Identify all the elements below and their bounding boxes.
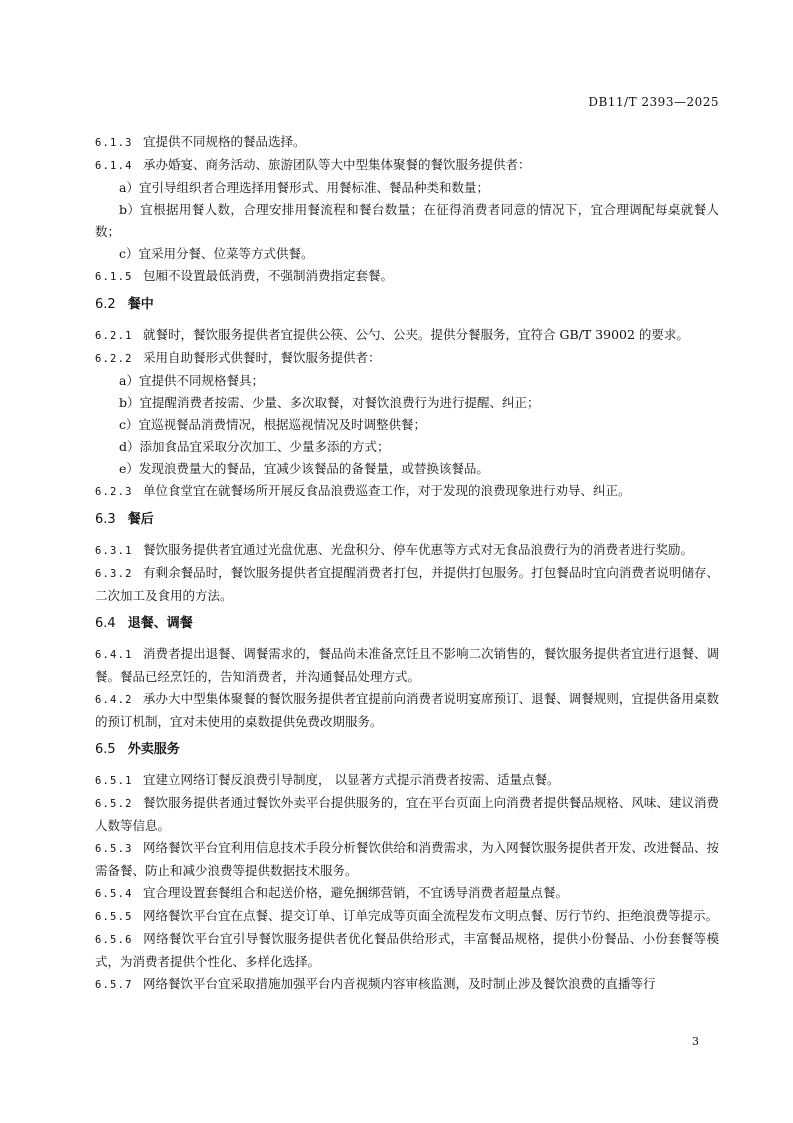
clause — [95, 265, 719, 288]
clause-number: 6.5.5 — [95, 911, 133, 923]
clause-number: 6.4.2 — [95, 694, 133, 706]
list-item-mark: b） — [119, 395, 140, 410]
list-item-mark: a） — [119, 373, 139, 388]
clause-number: 6.3.2 — [95, 568, 133, 580]
clause-number: 6.1.3 — [95, 137, 133, 149]
list-item — [95, 199, 719, 243]
clause-text: 承办大中型集体聚餐的餐饮服务提供者宜提前向消费者说明宴席预订、退餐、调餐规则，宜提供备用桌数的预订机制，宜对未使用的桌数提供免费改期服务。 — [95, 691, 719, 729]
clause — [95, 928, 719, 973]
clause-text: 网络餐饮平台宜采取措施加强平台内音视频内容审核监测，及时制止涉及餐饮浪费的直播等行 — [143, 976, 656, 991]
clause-number: 6.5.7 — [95, 979, 133, 991]
clause-number: 6.2.1 — [95, 330, 133, 342]
list-item — [95, 414, 719, 436]
clause — [95, 154, 719, 177]
clause-text: 网络餐饮平台宜在点餐、提交订单、订单完成等页面全流程发布文明点餐、厉行节约、拒绝浪费等提示。 — [143, 908, 719, 923]
list-item-mark: c） — [119, 417, 139, 432]
section-number: 6.5 — [95, 742, 116, 757]
clause — [95, 837, 719, 882]
section-heading — [95, 294, 719, 316]
clause-text: 包厢不设置最低消费，不强制消费指定套餐。 — [143, 268, 394, 283]
page-number: 3 — [692, 1035, 699, 1048]
section-title: 餐后 — [127, 512, 154, 527]
list-item-text: 发现浪费量大的餐品，宜减少该餐品的备餐量，或替换该餐品。 — [138, 461, 489, 476]
section-title: 退餐、调餐 — [127, 616, 193, 631]
list-item-text: 宜巡视餐品消费情况，根据巡视情况及时调整供餐； — [138, 417, 427, 432]
list-item — [95, 392, 719, 414]
section-number: 6.2 — [95, 297, 116, 312]
list-item-text: 宜引导组织者合理选择用餐形式、用餐标准、餐品种类和数量； — [138, 180, 489, 195]
clause-number: 6.3.1 — [95, 545, 133, 557]
clause — [95, 688, 719, 733]
clause-text: 宜建立网络订餐反浪费引导制度， 以显著方式提示消费者按需、适量点餐。 — [143, 772, 560, 787]
list-item — [95, 177, 719, 199]
clause-text: 宜合理设置套餐组合和起送价格，避免捆绑营销，不宜诱导消费者超量点餐。 — [143, 885, 569, 900]
clause-number: 6.5.1 — [95, 775, 133, 787]
list-item — [95, 370, 719, 392]
clause-number: 6.4.1 — [95, 649, 133, 661]
section-title: 餐中 — [127, 297, 154, 312]
section-number: 6.4 — [95, 616, 116, 631]
list-item — [95, 243, 719, 265]
clause-text: 餐饮服务提供者通过餐饮外卖平台提供服务的，宜在平台页面上向消费者提供餐品规格、风味、建议消费人数等信息。 — [95, 795, 719, 833]
clause-text: 网络餐饮平台宜引导餐饮服务提供者优化餐品供给形式，丰富餐品规格，提供小份餐品、小份套餐等模式，为消费者提供个性化、多样化选择。 — [95, 931, 719, 969]
clause-text: 网络餐饮平台宜利用信息技术手段分析餐饮供给和消费需求，为入网餐饮服务提供者开发、改进餐品、按需备餐、防止和减少浪费等提供数据技术服务。 — [95, 840, 719, 878]
clause-text: 消费者提出退餐、调餐需求的，餐品尚未准备烹饪且不影响二次销售的，餐饮服务提供者宜进行退餐、调餐。餐品已经烹饪的，告知消费者，并沟通餐品处理方式。 — [95, 646, 719, 684]
clause — [95, 882, 719, 905]
list-item-text: 添加食品宜采取分次加工、少量多添的方式； — [139, 439, 390, 454]
clause-text: 就餐时，餐饮服务提供者宜提供公筷、公勺、公夹。提供分餐服务，宜符合 GB/T 39002 的要求。 — [143, 327, 689, 342]
clause — [95, 562, 719, 607]
list-item-text: 宜提醒消费者按需、少量、多次取餐，对餐饮浪费行为进行提醒、纠正； — [139, 395, 540, 410]
clause-number: 6.5.2 — [95, 798, 133, 810]
list-item-text: 宜根据用餐人数，合理安排用餐流程和餐台数量；在征得消费者同意的情况下，宜合理调配每桌就餐人数； — [95, 202, 719, 239]
clause — [95, 769, 719, 792]
clause-text: 承办婚宴、商务活动、旅游团队等大中型集体聚餐的餐饮服务提供者： — [143, 157, 531, 172]
clause — [95, 643, 719, 688]
standard-number: DB11/T 2393—2025 — [588, 95, 719, 109]
section-number: 6.3 — [95, 512, 116, 527]
clause-text: 单位食堂宜在就餐场所开展反食品浪费巡查工作，对于发现的浪费现象进行劝导、纠正。 — [143, 483, 631, 498]
list-item — [95, 436, 719, 458]
list-item-text: 宜提供不同规格餐具； — [138, 373, 264, 388]
list-item-mark: c） — [119, 246, 139, 261]
clause — [95, 973, 719, 996]
list-item-mark: a） — [119, 180, 139, 195]
clause-text: 宜提供不同规格的餐品选择。 — [143, 134, 306, 149]
clause — [95, 324, 719, 347]
clause-number: 6.1.4 — [95, 160, 133, 172]
section-heading — [95, 509, 719, 531]
clause-text: 餐饮服务提供者宜通过光盘优惠、光盘积分、停车优惠等方式对无食品浪费行为的消费者进行奖励。 — [143, 542, 694, 557]
clause-number: 6.2.3 — [95, 486, 133, 498]
document-body — [95, 131, 719, 996]
clause — [95, 347, 719, 370]
list-item — [95, 458, 719, 480]
clause-number: 6.5.6 — [95, 934, 133, 946]
section-title: 外卖服务 — [127, 742, 180, 757]
list-item-mark: b） — [119, 202, 141, 217]
list-item-mark: d） — [119, 439, 140, 454]
clause — [95, 905, 719, 928]
clause — [95, 131, 719, 154]
list-item-text: 宜采用分餐、位菜等方式供餐。 — [138, 246, 314, 261]
section-heading — [95, 739, 719, 761]
clause-text: 采用自助餐形式供餐时，餐饮服务提供者： — [143, 350, 381, 365]
clause-number: 6.5.3 — [95, 843, 133, 855]
section-heading — [95, 613, 719, 635]
list-item-mark: e） — [119, 461, 139, 476]
clause-text: 有剩余餐品时，餐饮服务提供者宜提醒消费者打包，并提供打包服务。打包餐品时宜向消费者说明储存、二次加工及食用的方法。 — [95, 565, 719, 603]
clause — [95, 480, 719, 503]
clause — [95, 539, 719, 562]
clause-number: 6.5.4 — [95, 888, 133, 900]
clause — [95, 792, 719, 837]
clause-number: 6.2.2 — [95, 353, 133, 365]
clause-number: 6.1.5 — [95, 271, 133, 283]
